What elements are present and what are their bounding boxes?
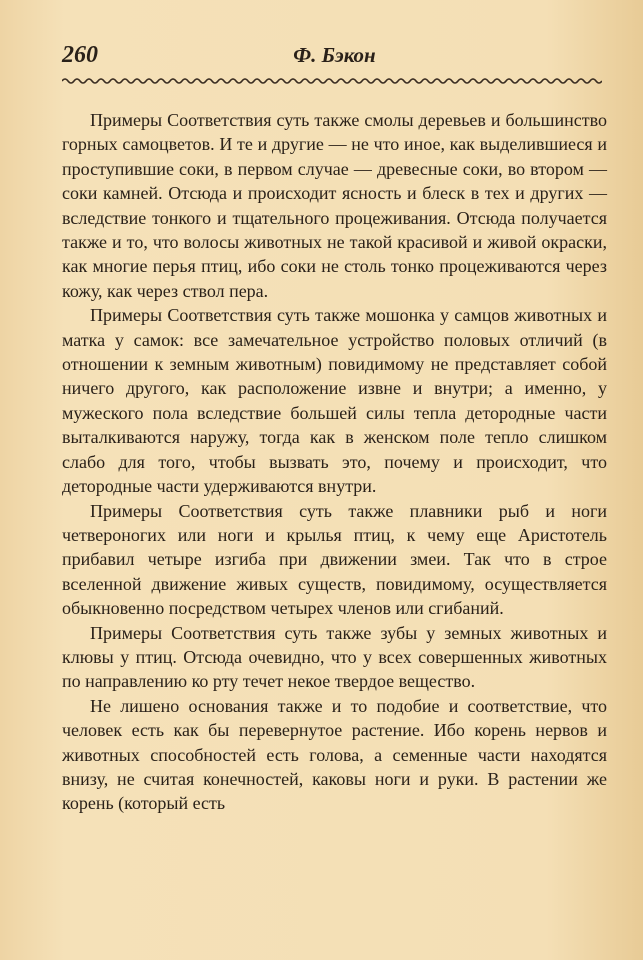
paragraph-5: Не лишено основания также и то подобие и соответствие, что человек есть как бы перевернутое растение. Ибо корень нервов и животных способностей есть голова, а семенные части находятся внизу, не считая конечностей, каковы ноги и руки. В растении же корень (который есть (62, 695, 607, 814)
paragraph-1: Примеры Соответствия суть также смолы деревьев и большинство горных самоцветов. И те и другие — не что иное, как выделившиеся и проступившие соки, в первом случае — древесные соки, во втором — соки камней. Отсюда и происходит ясность и блеск в тех и других — вследствие тонкого и тщательного процеживания. Отсюда получается также и то, что волосы животных не такой красивой и живой окраски, как многие перья птиц, ибо соки не столь тонко процеживаются через кожу, как через ствол пера. (62, 110, 607, 301)
running-head: Ф. Бэкон (293, 43, 376, 67)
page-header (62, 42, 607, 72)
decorative-wavy-rule (62, 76, 607, 86)
paragraph-3: Примеры Соответствия суть также плавники рыб и ноги четвероногих или ноги и крылья птиц, к чему еще Аристотель прибавил четыре изгиба при движении змеи. Так что в строе вселенной движение живых существ, повидимому, осуществляется обыкновенно посредством четырех членов или сгибаний. (62, 500, 607, 619)
paragraph-4: Примеры Соответствия суть также зубы у земных животных и клювы у птиц. Отсюда очевидно, что у всех совершенных животных по направлению ко рту течет некое твердое вещество. (62, 622, 607, 692)
page-number: 260 (62, 42, 98, 68)
paragraph-2: Примеры Соответствия суть также мошонка у самцов животных и матка у самок: все замечательное устройство половых отличий (в отношении к земным животным) повидимому не представляет собой ничего другого, как расположение извне и внутри; а именно, у мужеского пола вследствие большей силы тепла детородные части выталкиваются наружу, тогда как в женском поле тепло слишком слабо для того, чтобы вызвать это, почему и происходит, что детородные части удерживаются внутри. (62, 305, 607, 497)
body-text (62, 108, 607, 816)
